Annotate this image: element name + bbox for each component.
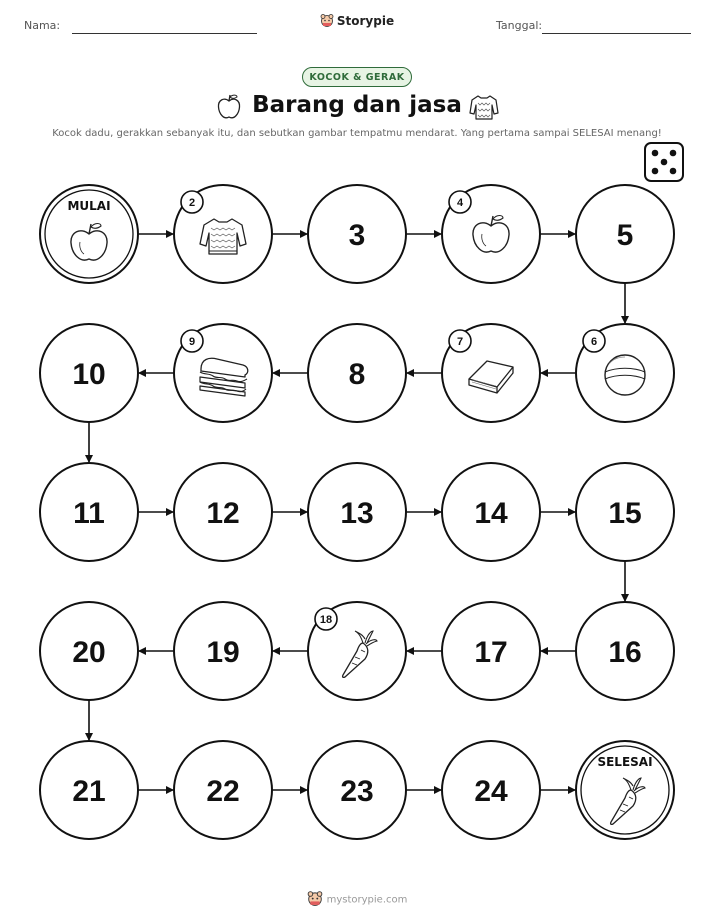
space-number: 5 — [616, 219, 634, 252]
space-number-badge — [181, 191, 203, 213]
finish-label: SELESAI — [597, 755, 653, 769]
board-space-14[interactable] — [442, 463, 540, 561]
space-badge-number: 7 — [456, 336, 464, 348]
board-space-25[interactable] — [576, 741, 674, 839]
space-number: 15 — [608, 497, 642, 530]
board-space-24[interactable] — [442, 741, 540, 839]
board-space-3[interactable] — [308, 185, 406, 283]
ball-icon — [605, 355, 645, 395]
board-space-11[interactable] — [40, 463, 138, 561]
board-space-5[interactable] — [576, 185, 674, 283]
board-space-1[interactable] — [40, 185, 138, 283]
space-number: 12 — [206, 497, 240, 530]
space-badge-number: 4 — [456, 197, 464, 209]
board-space-22[interactable] — [174, 741, 272, 839]
board-space-13[interactable] — [308, 463, 406, 561]
name-label: Nama: — [24, 19, 61, 32]
start-label: MULAI — [67, 199, 111, 213]
space-number: 22 — [206, 775, 240, 808]
space-number: 11 — [73, 497, 105, 530]
space-badge-number: 18 — [319, 614, 333, 626]
board-space-9[interactable] — [174, 324, 272, 422]
space-number-badge — [583, 330, 605, 352]
brand-name: Storypie — [336, 14, 395, 28]
space-number: 17 — [474, 636, 508, 669]
board-space-19[interactable] — [174, 602, 272, 700]
board-space-12[interactable] — [174, 463, 272, 561]
footer-url[interactable]: mystorypie.com — [326, 894, 408, 906]
storypie-logo-icon — [307, 890, 323, 909]
board-space-16[interactable] — [576, 602, 674, 700]
instructions: Kocok dadu, gerakkan sebanyak itu, dan sebutkan gambar tempatmu mendarat. Yang pertama sampai SELESAI menang! — [52, 128, 662, 139]
category-badge: KOCOK & GERAK — [302, 67, 412, 87]
board-space-7[interactable] — [442, 324, 540, 422]
board-space-20[interactable] — [40, 602, 138, 700]
board-space-21[interactable] — [40, 741, 138, 839]
space-badge-number: 2 — [188, 197, 196, 209]
footer — [0, 890, 714, 909]
board-space-6[interactable] — [576, 324, 674, 422]
board-space-2[interactable] — [174, 185, 272, 283]
page-title: Barang dan jasa — [252, 92, 462, 118]
board-space-10[interactable] — [40, 324, 138, 422]
board-space-4[interactable] — [442, 185, 540, 283]
space-number: 19 — [206, 636, 240, 669]
space-number: 20 — [72, 636, 106, 669]
space-badge-number: 9 — [188, 336, 196, 348]
space-number: 13 — [340, 497, 374, 530]
space-number: 14 — [474, 497, 508, 530]
space-number-badge — [449, 330, 471, 352]
space-number: 23 — [340, 775, 374, 808]
space-number: 8 — [348, 358, 366, 391]
board-space-17[interactable] — [442, 602, 540, 700]
space-badge-number: 6 — [590, 336, 598, 348]
space-number: 16 — [608, 636, 642, 669]
board-space-15[interactable] — [576, 463, 674, 561]
space-number: 24 — [474, 775, 508, 808]
space-number: 3 — [348, 219, 366, 252]
space-number: 21 — [72, 775, 106, 808]
space-number: 10 — [72, 358, 106, 391]
space-number-badge — [315, 608, 337, 630]
date-label: Tanggal: — [496, 19, 543, 32]
space-number-badge — [449, 191, 471, 213]
space-number-badge — [181, 330, 203, 352]
board-space-23[interactable] — [308, 741, 406, 839]
board-space-18[interactable] — [308, 602, 406, 700]
board-space-8[interactable] — [308, 324, 406, 422]
